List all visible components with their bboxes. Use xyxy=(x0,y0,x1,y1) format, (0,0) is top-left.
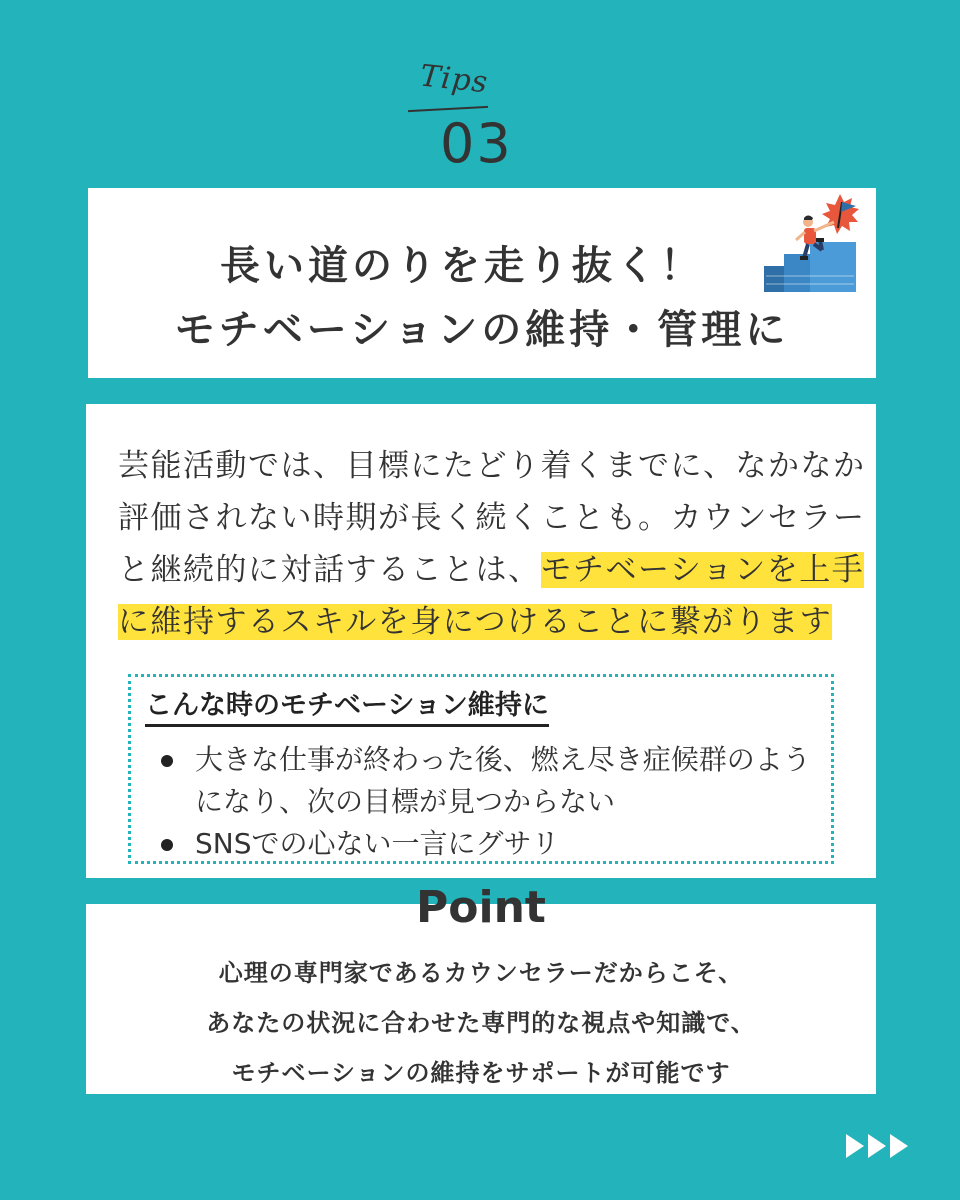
list-item xyxy=(155,739,815,823)
note-title: こんな時のモチベーション維持に xyxy=(145,683,549,727)
point-card xyxy=(86,882,876,1094)
title-line-2: モチベーションの維持・管理に xyxy=(174,307,790,353)
point-title: Point xyxy=(416,882,546,933)
body-paragraph xyxy=(118,440,870,648)
body-text-plain: 芸能活動では、目標にたどり着くまでに、なかなか評価されない時期が長く続くことも。カウンセラーと継続的に対話することは、 xyxy=(118,448,866,588)
point-line-2: あなたの状況に合わせた専門的な視点や知識で、 xyxy=(206,1009,756,1037)
tip-number: 03 xyxy=(440,112,513,175)
point-line-1: 心理の専門家であるカウンセラーだからこそ、 xyxy=(218,959,744,987)
note-list xyxy=(155,739,815,865)
point-text xyxy=(86,948,876,1098)
note-box xyxy=(128,674,834,864)
body-card xyxy=(86,404,876,878)
list-item-text: SNSでの心ない一言にグサリ xyxy=(195,827,560,860)
title-line-1: 長い道のりを走り抜く！ xyxy=(220,243,704,289)
tips-script-label: Tips xyxy=(418,58,490,101)
list-item-text: 大きな仕事が終わった後、燃え尽き症候群のようになり、次の目標が見つからない xyxy=(195,743,811,818)
title-card xyxy=(88,188,876,378)
bullet-icon xyxy=(161,755,173,767)
point-line-3: モチベーションの維持をサポートが可能です xyxy=(231,1059,731,1087)
body-text-highlight: モチベーションを上手に維持するスキルを身につけることに繋がります xyxy=(118,552,865,640)
bullet-icon xyxy=(161,839,173,851)
list-item xyxy=(155,823,815,865)
person-climbing-stairs-with-flag-icon xyxy=(764,188,864,298)
triple-arrow-right-icon[interactable] xyxy=(846,1132,910,1160)
